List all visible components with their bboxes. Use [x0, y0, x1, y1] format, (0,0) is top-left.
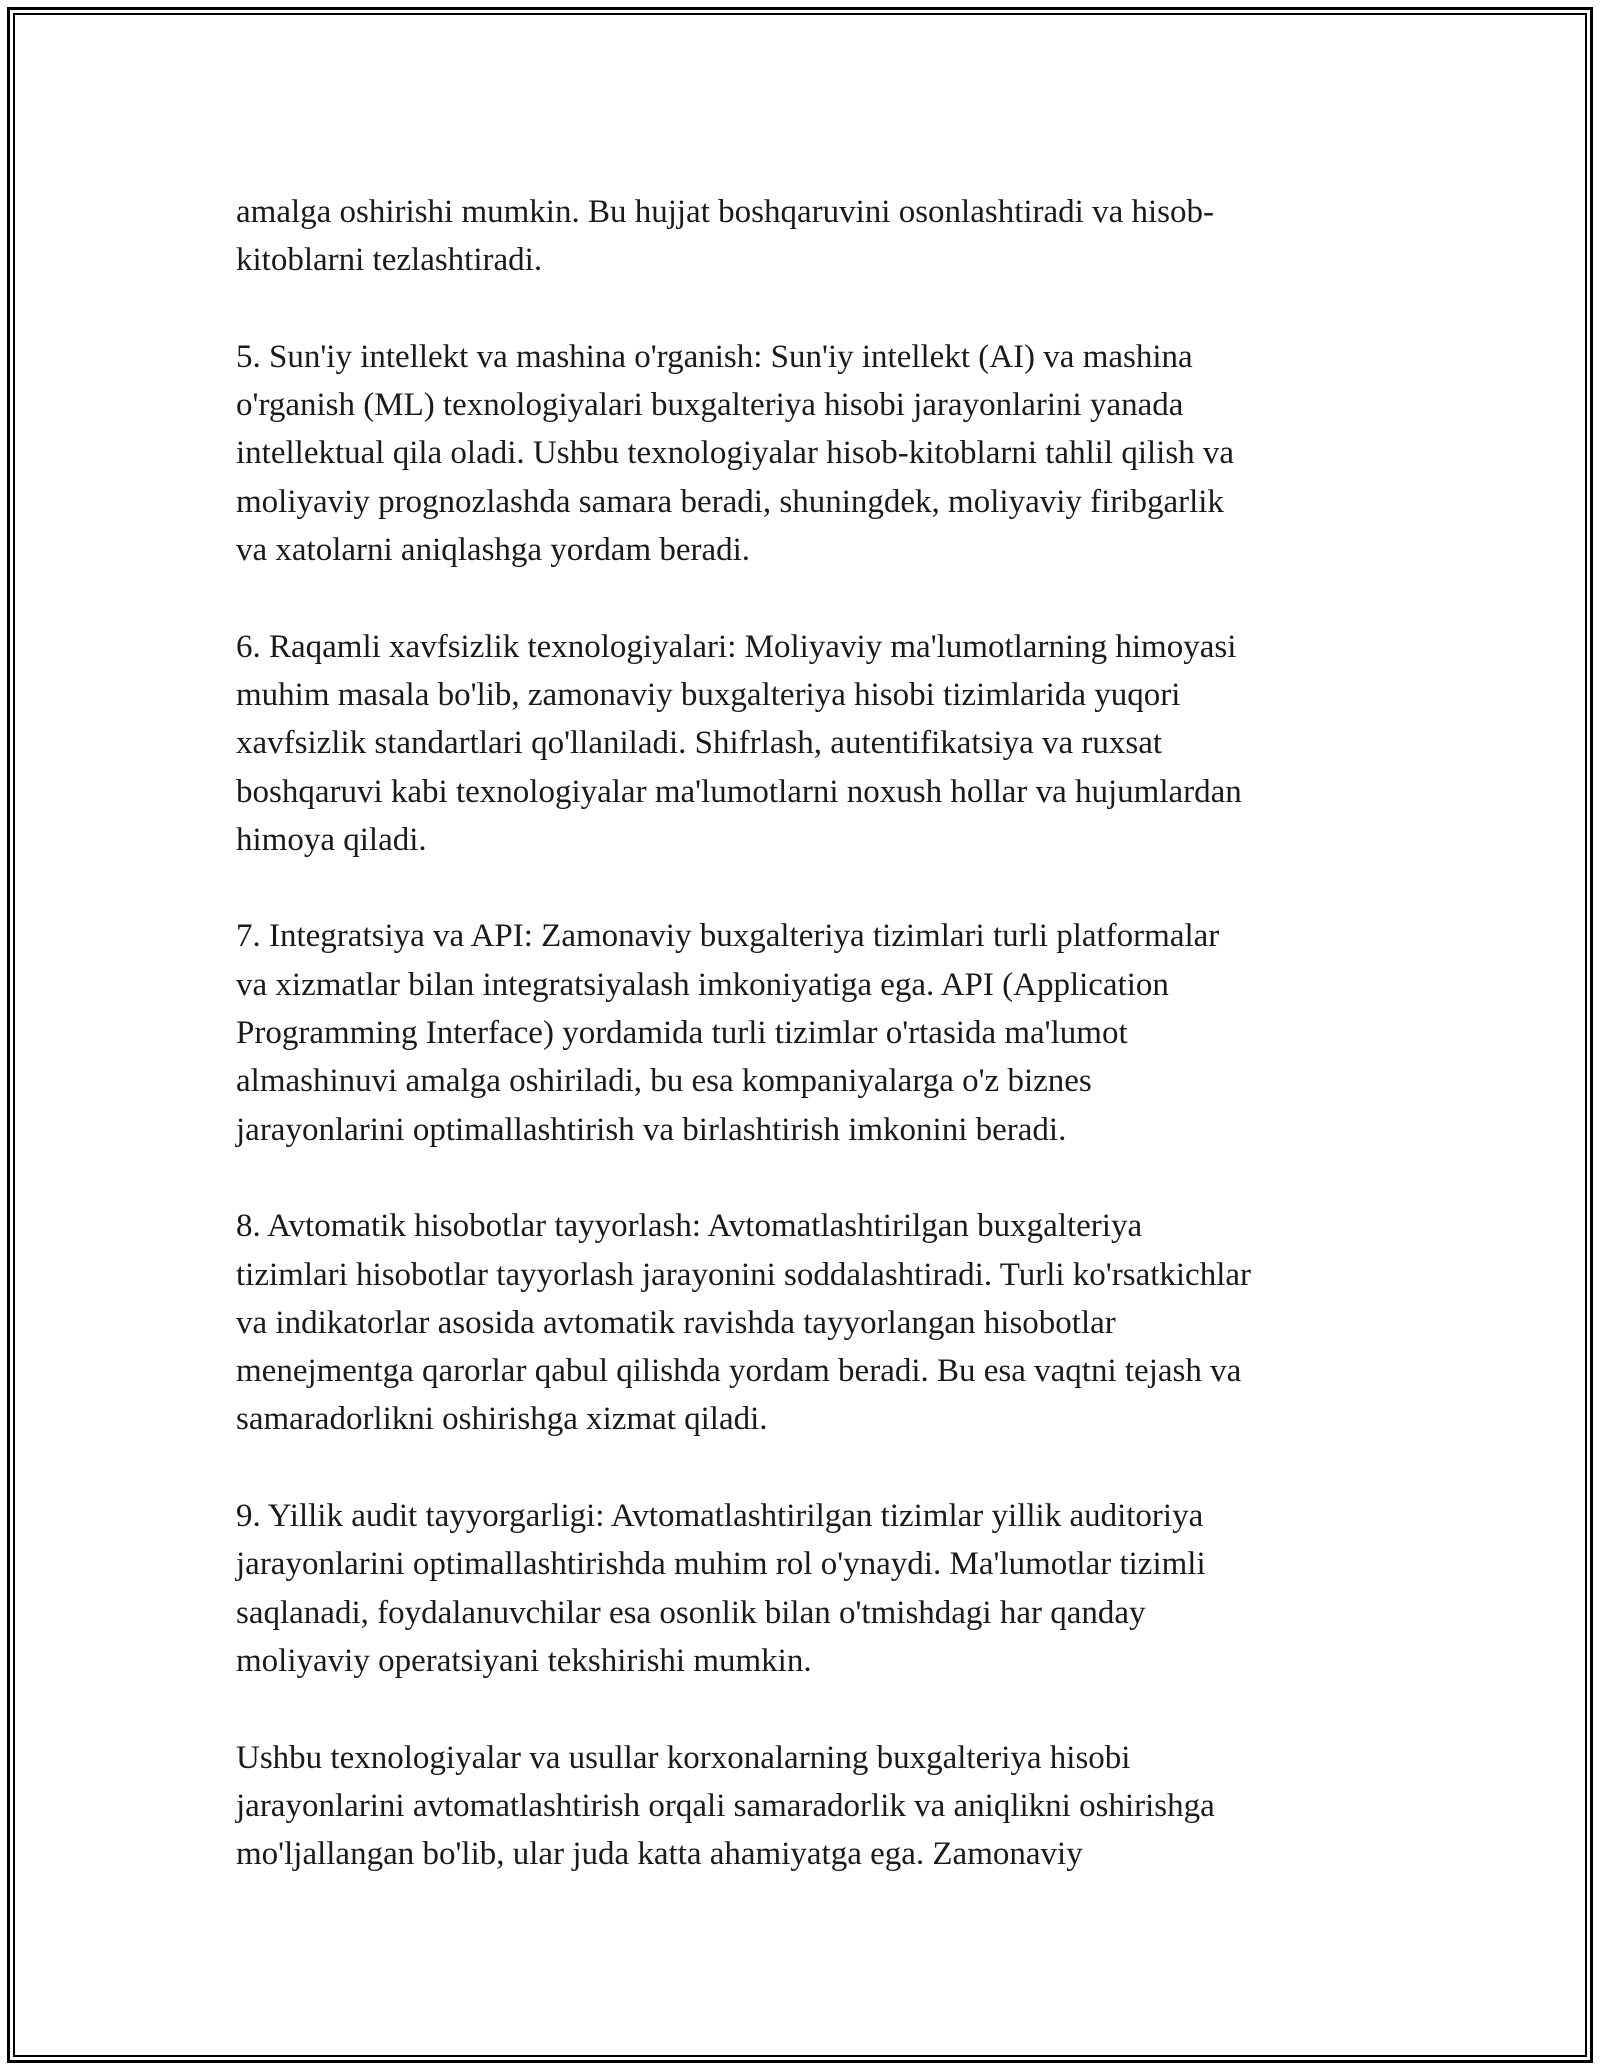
paragraph-item-8 — [236, 1202, 1386, 1443]
text-line: almashinuvi amalga oshiriladi, bu esa kompaniyalarga o'z biznes — [236, 1063, 1092, 1100]
text-line: va indikatorlar asosida avtomatik ravishda tayyorlangan hisobotlar — [236, 1304, 1116, 1341]
text-line: tizimlari hisobotlar tayyorlash jarayonini soddalashtiradi. Turli ko'rsatkichlar — [236, 1256, 1252, 1293]
text-line: 5. Sun'iy intellekt va mashina o'rganish: Sun'iy intellekt (AI) va mashina — [236, 338, 1193, 375]
text-line: himoya qiladi. — [236, 821, 427, 858]
text-line: intellektual qila oladi. Ushbu texnologiyalar hisob-kitoblarni tahlil qilish va — [236, 435, 1235, 472]
text-line: kitoblarni tezlashtiradi. — [236, 242, 543, 279]
paragraph-continuation — [236, 188, 1386, 285]
text-line: jarayonlarini optimallashtirish va birlashtirish imkonini beradi. — [236, 1111, 1067, 1148]
text-line: amalga oshirishi mumkin. Bu hujjat boshqaruvini osonlashtiradi va hisob- — [236, 194, 1214, 230]
text-line: muhim masala bo'lib, zamonaviy buxgalteriya hisobi tizimlarida yuqori — [236, 676, 1181, 713]
paragraph-item-9 — [236, 1492, 1386, 1685]
text-line: va xatolarni aniqlashga yordam beradi. — [236, 532, 751, 569]
paragraph-item-6 — [236, 623, 1386, 864]
text-line: 8. Avtomatik hisobotlar tayyorlash: Avtomatlashtirilgan buxgalteriya — [236, 1208, 1143, 1245]
text-line: 6. Raqamli xavfsizlik texnologiyalari: Moliyaviy ma'lumotlarning himoyasi — [236, 628, 1237, 665]
text-line: moliyaviy operatsiyani tekshirishi mumkin. — [236, 1642, 812, 1679]
document-body — [236, 188, 1386, 1878]
text-line: 7. Integratsiya va API: Zamonaviy buxgalteriya tizimlari turli platformalar — [236, 918, 1220, 955]
text-line: jarayonlarini optimallashtirishda muhim rol o'ynaydi. Ma'lumotlar tizimli — [236, 1546, 1206, 1583]
text-line: xavfsizlik standartlari qo'llaniladi. Shifrlash, autentifikatsiya va ruxsat — [236, 725, 1163, 762]
text-line: boshqaruvi kabi texnologiyalar ma'lumotlarni noxush hollar va hujumlardan — [236, 773, 1242, 810]
text-line: Programming Interface) yordamida turli tizimlar o'rtasida ma'lumot — [236, 1015, 1128, 1052]
text-line: jarayonlarini avtomatlashtirish orqali samaradorlik va aniqlikni oshirishga — [236, 1787, 1215, 1824]
paragraph-item-5 — [236, 333, 1386, 574]
text-line: moliyaviy prognozlashda samara beradi, shuningdek, moliyaviy firibgarlik — [236, 483, 1224, 520]
text-line: menejmentga qarorlar qabul qilishda yordam beradi. Bu esa vaqtni tejash va — [236, 1353, 1242, 1390]
text-line: mo'ljallangan bo'lib, ular juda katta ahamiyatga ega. Zamonaviy — [236, 1836, 1083, 1873]
text-line: va xizmatlar bilan integratsiyalash imkoniyatiga ega. API (Application — [236, 966, 1169, 1003]
text-line: saqlanadi, foydalanuvchilar esa osonlik bilan o'tmishdagi har qanday — [236, 1594, 1146, 1631]
text-line: samaradorlikni oshirishga xizmat qiladi. — [236, 1401, 768, 1438]
paragraph-item-7 — [236, 912, 1386, 1153]
text-line: o'rganish (ML) texnologiyalari buxgalteriya hisobi jarayonlarini yanada — [236, 387, 1184, 424]
text-line: 9. Yillik audit tayyorgarligi: Avtomatlashtirilgan tizimlar yillik auditoriya — [236, 1498, 1204, 1535]
text-line: Ushbu texnologiyalar va usullar korxonalarning buxgalteriya hisobi — [236, 1739, 1131, 1776]
paragraph-conclusion — [236, 1734, 1386, 1879]
